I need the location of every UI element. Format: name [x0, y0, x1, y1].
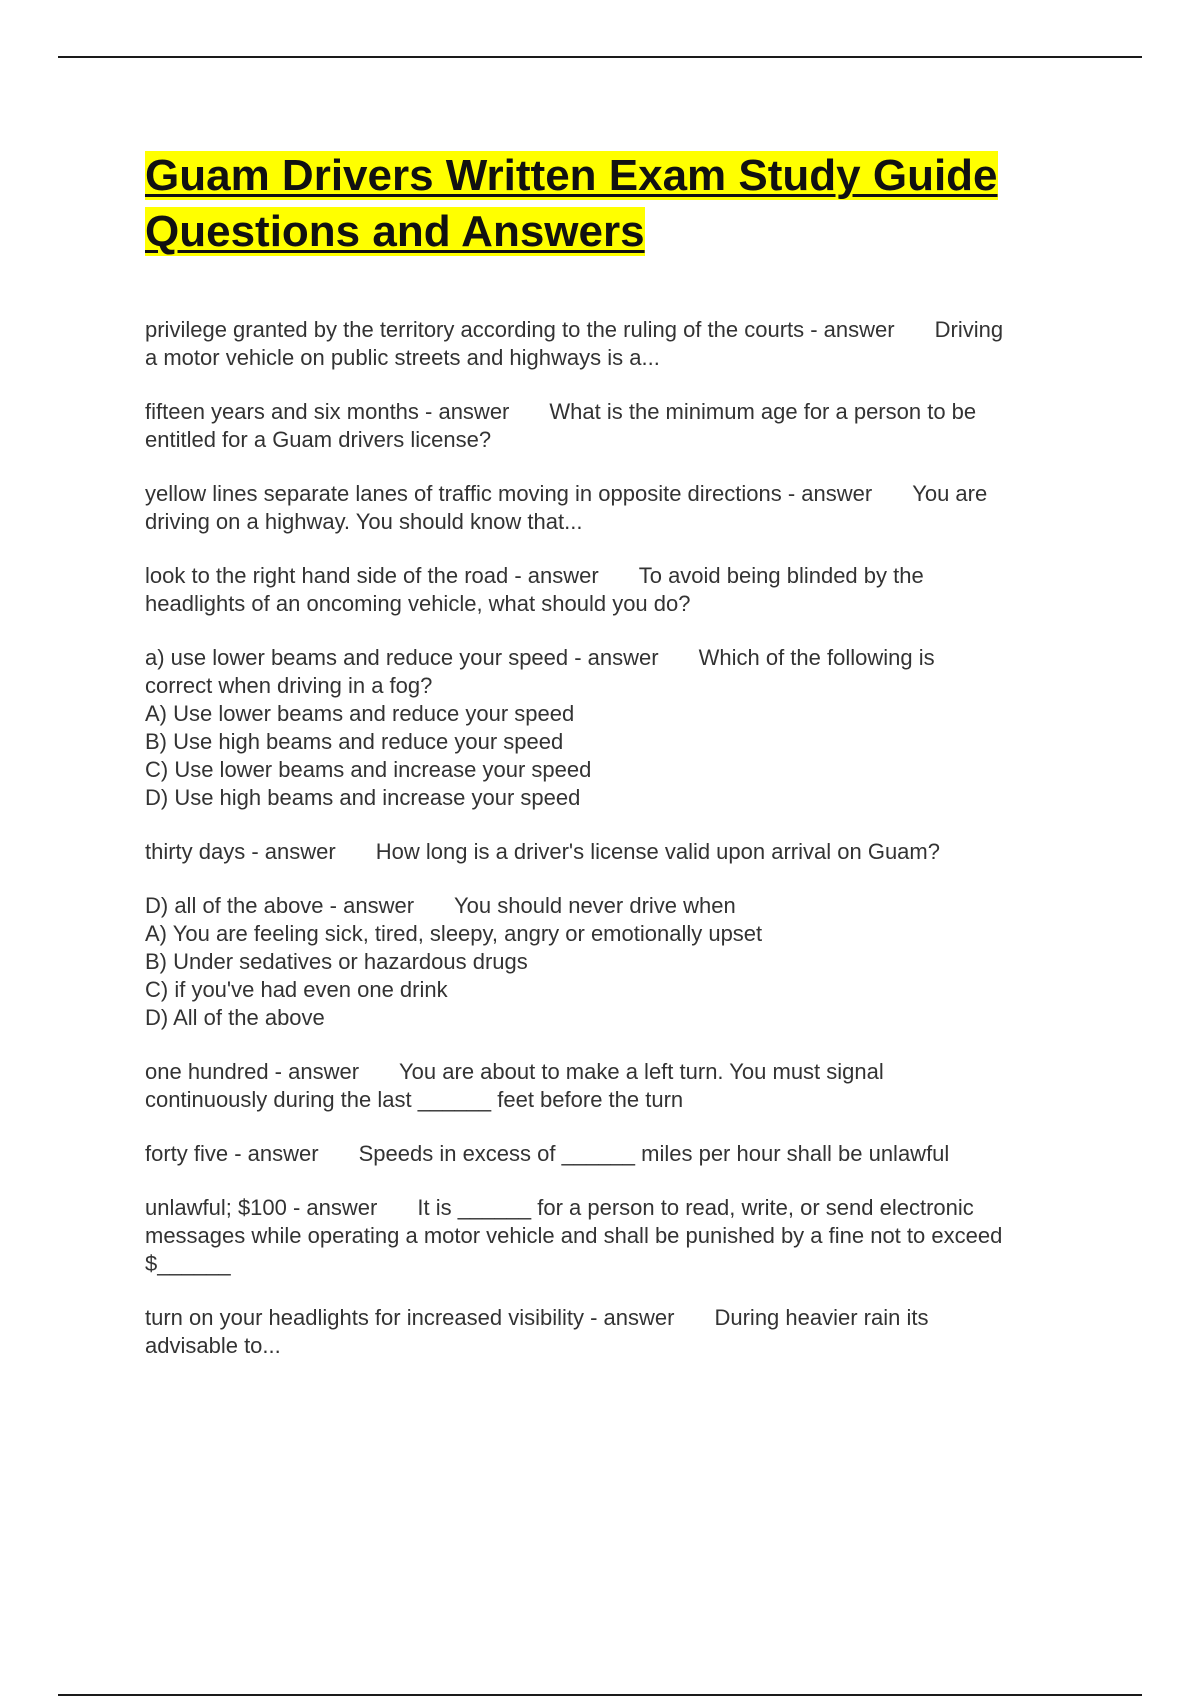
page-top-rule: [58, 56, 1142, 58]
qa-line: [145, 892, 1090, 920]
title-line-2: Questions and Answers: [145, 207, 645, 256]
answer-text: thirty days - answer: [145, 839, 336, 864]
qa-entry: [145, 398, 1090, 454]
qa-line: [145, 1332, 1090, 1360]
entry-text: driving on a highway. You should know that...: [145, 509, 583, 534]
answer-text: a) use lower beams and reduce your speed - answer: [145, 645, 659, 670]
question-text: You should never drive when: [454, 893, 736, 918]
question-text: What is the minimum age for a person to be: [549, 399, 977, 424]
entry-text: messages while operating a motor vehicle and shall be punished by a fine not to exceed: [145, 1223, 1003, 1248]
answer-text: unlawful; $100 - answer: [145, 1195, 378, 1220]
question-text: You are about to make a left turn. You must signal: [399, 1059, 884, 1084]
question-text: Which of the following is: [698, 645, 935, 670]
qa-entry: [145, 562, 1090, 618]
qa-line: [145, 784, 1090, 812]
qa-line: [145, 1140, 1090, 1168]
qa-line: [145, 756, 1090, 784]
answer-text: fifteen years and six months - answer: [145, 399, 510, 424]
question-text: You are: [912, 481, 988, 506]
qa-line: [145, 1058, 1090, 1086]
qa-line: [145, 1194, 1090, 1222]
question-text: How long is a driver's license valid upon arrival on Guam?: [375, 839, 940, 864]
qa-entry: [145, 480, 1090, 536]
qa-line: [145, 672, 1090, 700]
answer-text: look to the right hand side of the road - answer: [145, 563, 599, 588]
entry-text: B) Use high beams and reduce your speed: [145, 729, 564, 754]
entry-text: continuously during the last ______ feet before the turn: [145, 1087, 684, 1112]
entry-text: A) You are feeling sick, tired, sleepy, angry or emotionally upset: [145, 921, 763, 946]
qa-line: [145, 590, 1090, 618]
answer-text: privilege granted by the territory according to the ruling of the courts - answer: [145, 317, 895, 342]
entry-text: $______: [145, 1251, 231, 1276]
qa-line: [145, 316, 1090, 344]
qa-line: [145, 976, 1090, 1004]
qa-line: [145, 562, 1090, 590]
qa-entry: [145, 1194, 1090, 1278]
page-bottom-rule: [58, 1694, 1142, 1696]
qa-line: [145, 398, 1090, 426]
qa-entry: [145, 892, 1090, 1032]
entry-text: D) Use high beams and increase your speed: [145, 785, 581, 810]
qa-line: [145, 1222, 1090, 1250]
qa-line: [145, 1086, 1090, 1114]
entry-text: A) Use lower beams and reduce your speed: [145, 701, 575, 726]
qa-line: [145, 728, 1090, 756]
document-title: [145, 148, 1090, 260]
entry-text: B) Under sedatives or hazardous drugs: [145, 949, 528, 974]
document-body: [145, 148, 1090, 1386]
qa-line: [145, 920, 1090, 948]
answer-text: D) all of the above - answer: [145, 893, 415, 918]
entry-text: correct when driving in a fog?: [145, 673, 433, 698]
qa-line: [145, 1304, 1090, 1332]
question-text: It is ______ for a person to read, write, or send electronic: [417, 1195, 974, 1220]
qa-line: [145, 700, 1090, 728]
entry-text: advisable to...: [145, 1333, 281, 1358]
qa-line: [145, 644, 1090, 672]
qa-entry: [145, 316, 1090, 372]
qa-line: [145, 948, 1090, 976]
qa-entry: [145, 1304, 1090, 1360]
question-text: To avoid being blinded by the: [638, 563, 924, 588]
question-text: Driving: [934, 317, 1004, 342]
question-text: During heavier rain its: [714, 1305, 929, 1330]
qa-line: [145, 426, 1090, 454]
answer-text: one hundred - answer: [145, 1059, 360, 1084]
qa-line: [145, 838, 1090, 866]
entry-text: headlights of an oncoming vehicle, what should you do?: [145, 591, 691, 616]
qa-entry: [145, 1140, 1090, 1168]
question-text: Speeds in excess of ______ miles per hour shall be unlawful: [358, 1141, 950, 1166]
entry-text: a motor vehicle on public streets and highways is a...: [145, 345, 660, 370]
qa-entry: [145, 838, 1090, 866]
qa-line: [145, 344, 1090, 372]
answer-text: turn on your headlights for increased visibility - answer: [145, 1305, 675, 1330]
qa-line: [145, 1250, 1090, 1278]
entry-text: D) All of the above: [145, 1005, 325, 1030]
qa-list: [145, 316, 1090, 1360]
answer-text: forty five - answer: [145, 1141, 319, 1166]
entry-text: C) Use lower beams and increase your speed: [145, 757, 592, 782]
entry-text: C) if you've had even one drink: [145, 977, 448, 1002]
qa-entry: [145, 1058, 1090, 1114]
qa-line: [145, 1004, 1090, 1032]
qa-entry: [145, 644, 1090, 812]
answer-text: yellow lines separate lanes of traffic moving in opposite directions - answer: [145, 481, 873, 506]
title-line-1: Guam Drivers Written Exam Study Guide: [145, 151, 998, 200]
qa-line: [145, 508, 1090, 536]
entry-text: entitled for a Guam drivers license?: [145, 427, 492, 452]
qa-line: [145, 480, 1090, 508]
